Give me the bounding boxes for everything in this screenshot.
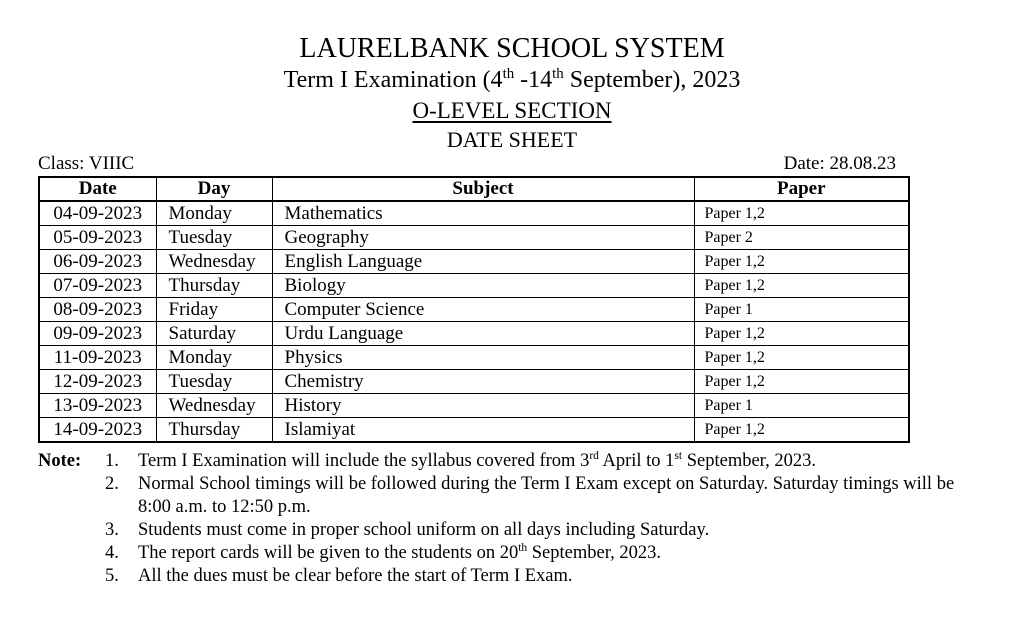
subject-cell: Physics: [272, 346, 694, 370]
subject-cell: Islamiyat: [272, 418, 694, 443]
table-row: [39, 274, 909, 298]
note-number: 5.: [105, 566, 119, 586]
paper-cell: Paper 1,2: [694, 274, 909, 298]
note-number: 1.: [105, 451, 119, 471]
day-cell: Wednesday: [156, 394, 272, 418]
issue-date-label: Date: 28.08.23: [783, 153, 896, 174]
section-title: O-LEVEL SECTION: [412, 98, 612, 123]
table-header-row: [39, 177, 909, 201]
date-cell: 06-09-2023: [39, 250, 156, 274]
note-item: [105, 473, 978, 519]
table-row: [39, 226, 909, 250]
table-row: [39, 250, 909, 274]
day-cell: Tuesday: [156, 370, 272, 394]
note-item: [105, 565, 978, 588]
meta-row: [38, 153, 908, 175]
paper-cell: Paper 1,2: [694, 418, 909, 443]
school-name: LAURELBANK SCHOOL SYSTEM: [299, 33, 725, 64]
table-row: [39, 394, 909, 418]
column-header-date: Date: [39, 177, 156, 201]
day-cell: Tuesday: [156, 226, 272, 250]
date-cell: 11-09-2023: [39, 346, 156, 370]
notes-section: [38, 450, 978, 588]
table-row: [39, 370, 909, 394]
column-header-day: Day: [156, 177, 272, 201]
note-item: [105, 519, 978, 542]
exam-title: Term I Examination (4th -14th September), 2023: [283, 66, 741, 93]
note-item: [105, 542, 978, 565]
table-row: [39, 322, 909, 346]
note-text: The report cards will be given to the students on 20th September, 2023.: [138, 541, 661, 563]
date-cell: 12-09-2023: [39, 370, 156, 394]
table-row: [39, 346, 909, 370]
subject-cell: Biology: [272, 274, 694, 298]
column-header-paper: Paper: [694, 177, 909, 201]
subject-cell: Urdu Language: [272, 322, 694, 346]
note-text: All the dues must be clear before the start of Term I Exam.: [138, 566, 573, 586]
day-cell: Saturday: [156, 322, 272, 346]
table-row: [39, 201, 909, 226]
note-item: [105, 450, 978, 473]
subject-cell: Geography: [272, 226, 694, 250]
note-text: Students must come in proper school uniform on all days including Saturday.: [138, 520, 710, 540]
paper-cell: Paper 1,2: [694, 322, 909, 346]
table-row: [39, 418, 909, 443]
notes-label: Note:: [38, 451, 82, 471]
date-cell: 07-09-2023: [39, 274, 156, 298]
paper-cell: Paper 1,2: [694, 346, 909, 370]
date-cell: 09-09-2023: [39, 322, 156, 346]
paper-cell: Paper 2: [694, 226, 909, 250]
subject-cell: History: [272, 394, 694, 418]
paper-cell: Paper 1: [694, 298, 909, 322]
column-header-subject: Subject: [272, 177, 694, 201]
document-header: [0, 0, 1024, 153]
note-number: 3.: [105, 520, 119, 540]
note-number: 4.: [105, 543, 119, 563]
paper-cell: Paper 1,2: [694, 201, 909, 226]
day-cell: Thursday: [156, 274, 272, 298]
table-row: [39, 298, 909, 322]
subject-cell: Chemistry: [272, 370, 694, 394]
subject-cell: English Language: [272, 250, 694, 274]
date-cell: 08-09-2023: [39, 298, 156, 322]
day-cell: Monday: [156, 346, 272, 370]
day-cell: Thursday: [156, 418, 272, 443]
day-cell: Friday: [156, 298, 272, 322]
paper-cell: Paper 1,2: [694, 370, 909, 394]
date-cell: 04-09-2023: [39, 201, 156, 226]
date-cell: 13-09-2023: [39, 394, 156, 418]
subject-cell: Computer Science: [272, 298, 694, 322]
paper-cell: Paper 1,2: [694, 250, 909, 274]
class-label: Class: VIIIC: [38, 153, 135, 174]
doc-type-title: DATE SHEET: [446, 127, 578, 152]
note-text: Term I Examination will include the syllabus covered from 3rd April to 1st September, 2023.: [138, 449, 816, 471]
note-number: 2.: [105, 474, 119, 494]
subject-cell: Mathematics: [272, 201, 694, 226]
datesheet-table: [38, 176, 910, 443]
day-cell: Wednesday: [156, 250, 272, 274]
date-cell: 05-09-2023: [39, 226, 156, 250]
note-text: Normal School timings will be followed during the Term I Exam except on Saturday. Saturday timings will be 8:00 a.m. to 12:50 p.m.: [138, 474, 955, 517]
notes-list: [105, 450, 978, 588]
paper-cell: Paper 1: [694, 394, 909, 418]
date-cell: 14-09-2023: [39, 418, 156, 443]
day-cell: Monday: [156, 201, 272, 226]
